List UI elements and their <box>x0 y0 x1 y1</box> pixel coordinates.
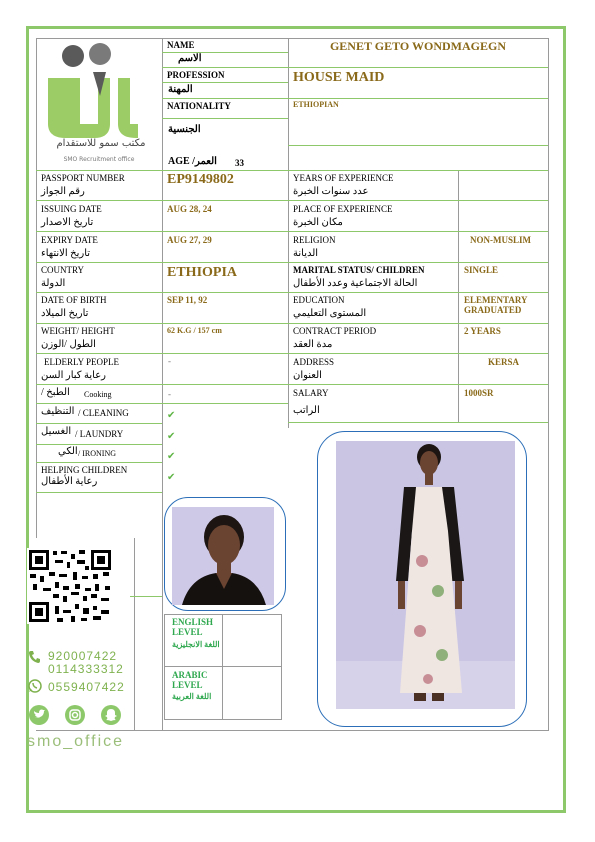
social-handle[interactable]: smo_office <box>27 733 125 750</box>
cleaning-label-ar: التنظيف <box>41 406 75 417</box>
profession-value: HOUSE MAID <box>293 70 385 85</box>
experience-place-label-ar: مكان الخبرة <box>293 217 343 228</box>
dob-value: SEP 11, 92 <box>167 295 208 305</box>
issuing-date-label-ar: تاريخ الاصدار <box>41 217 94 228</box>
religion-label: RELIGION <box>293 235 336 245</box>
passport-label: PASSPORT NUMBER <box>41 173 125 183</box>
country-value: ETHIOPIA <box>167 265 238 280</box>
religion-label-ar: الديانة <box>293 248 319 259</box>
weight-height-label: WEIGHT/ HEIGHT <box>41 326 115 336</box>
instagram-icon[interactable] <box>65 705 85 725</box>
cooking-label-ar: الطبخ / <box>41 387 70 398</box>
twitter-icon[interactable] <box>29 705 49 725</box>
english-level-label: ENGLISH LEVEL <box>172 617 214 637</box>
nationality-label-ar: الجنسية <box>168 124 201 135</box>
ironing-check-icon: ✔ <box>167 451 176 462</box>
profession-label: PROFESSION <box>167 70 225 80</box>
marital-status-label-ar: الحالة الاجتماعية وعدد الأطفال <box>293 278 418 289</box>
cooking-value: - <box>168 389 171 399</box>
name-label: NAME <box>167 40 195 50</box>
laundry-label: / LAUNDRY <box>75 429 124 439</box>
laundry-label-ar: الغسيل <box>41 426 72 437</box>
full-body-figure-icon <box>336 441 515 709</box>
education-label-ar: المستوى التعليمي <box>293 308 367 319</box>
phone-number-1[interactable]: 920007422 <box>48 649 118 663</box>
profession-label-ar: المهنة <box>168 84 193 95</box>
qr-code-icon <box>27 548 113 624</box>
snapchat-icon[interactable] <box>101 705 121 725</box>
name-label-ar: الاسم <box>178 53 202 64</box>
age-label: العمر/ AGE <box>168 156 217 167</box>
arabic-level-label: ARABIC LEVEL <box>172 670 208 690</box>
address-label: ADDRESS <box>293 357 335 367</box>
elderly-label-ar: رعاية كبار السن <box>41 370 106 381</box>
age-value: 33 <box>235 158 244 168</box>
helping-children-label-ar: رعاية الأطفال <box>41 476 98 487</box>
education-label: EDUCATION <box>293 295 345 305</box>
cleaning-label: / CLEANING <box>78 408 129 418</box>
phone-icon <box>28 650 42 664</box>
passport-value: EP9149802 <box>167 172 234 187</box>
marital-status-label: MARITAL STATUS/ CHILDREN <box>293 265 425 275</box>
elderly-value: - <box>168 356 171 366</box>
portrait-figure-icon <box>172 507 274 605</box>
laundry-check-icon: ✔ <box>167 431 176 442</box>
passport-label-ar: رقم الجواز <box>41 186 85 197</box>
english-level-label-ar: اللغة الانجليزية <box>172 640 220 649</box>
salary-label: SALARY <box>293 388 329 398</box>
experience-years-label: YEARS OF EXPERIENCE <box>293 173 394 183</box>
expiry-date-label-ar: تاريخ الانتهاء <box>41 248 91 259</box>
experience-place-label: PLACE OF EXPERIENCE <box>293 204 393 214</box>
helping-children-label: HELPING CHILDREN <box>41 465 128 475</box>
expiry-date-value: AUG 27, 29 <box>167 235 212 245</box>
weight-height-label-ar: الطول /الوزن <box>41 339 96 350</box>
nationality-value: ETHIOPIAN <box>293 100 339 109</box>
contract-period-label: CONTRACT PERIOD <box>293 326 377 336</box>
marital-status-value: SINGLE <box>464 265 499 275</box>
expiry-date-label: EXPIRY DATE <box>41 235 98 245</box>
arabic-level-label-ar: اللغة العربية <box>172 692 212 701</box>
logo-caption: مكتب سمو للاستقدام <box>56 138 146 149</box>
education-value: ELEMENTARY GRADUATED <box>464 295 528 315</box>
logo-subtitle: SMO Recruitment office <box>63 156 135 163</box>
qr-code[interactable] <box>27 548 113 624</box>
salary-label-ar: الراتب <box>293 405 320 416</box>
phone-number-2[interactable]: 0114333312 <box>48 662 124 676</box>
elderly-label: ELDERLY PEOPLE <box>44 357 120 367</box>
name-value: GENET GETO WONDMAGEGN <box>329 39 507 53</box>
address-label-ar: العنوان <box>293 370 322 381</box>
salary-value: 1000SR <box>464 388 494 398</box>
address-value: KERSA <box>488 357 520 367</box>
dob-label: DATE OF BIRTH <box>41 295 107 305</box>
contract-period-label-ar: مدة العقد <box>293 339 333 350</box>
religion-value: NON-MUSLIM <box>470 235 531 245</box>
dob-label-ar: تاريخ الميلاد <box>41 308 89 319</box>
contract-period-value: 2 YEARS <box>464 326 501 336</box>
logo-mark-icon <box>38 40 160 140</box>
whatsapp-number[interactable]: 0559407422 <box>48 680 125 694</box>
weight-height-value: 62 K.G / 157 cm <box>167 326 222 335</box>
ironing-label-ar: الكي <box>58 446 78 457</box>
ironing-label: / IRONING <box>78 449 116 458</box>
country-label: COUNTRY <box>41 265 85 275</box>
full-body-photo <box>336 441 515 709</box>
issuing-date-value: AUG 28, 24 <box>167 204 212 214</box>
experience-years-label-ar: عدد سنوات الخبرة <box>293 186 369 197</box>
country-label-ar: الدولة <box>41 278 66 289</box>
cleaning-check-icon: ✔ <box>167 410 176 421</box>
helping-children-check-icon: ✔ <box>167 472 176 483</box>
portrait-photo <box>172 507 274 605</box>
nationality-label: NATIONALITY <box>167 101 231 111</box>
cooking-label: Cooking <box>84 390 112 399</box>
logo <box>38 40 160 168</box>
issuing-date-label: ISSUING DATE <box>41 204 102 214</box>
whatsapp-icon <box>28 679 42 693</box>
